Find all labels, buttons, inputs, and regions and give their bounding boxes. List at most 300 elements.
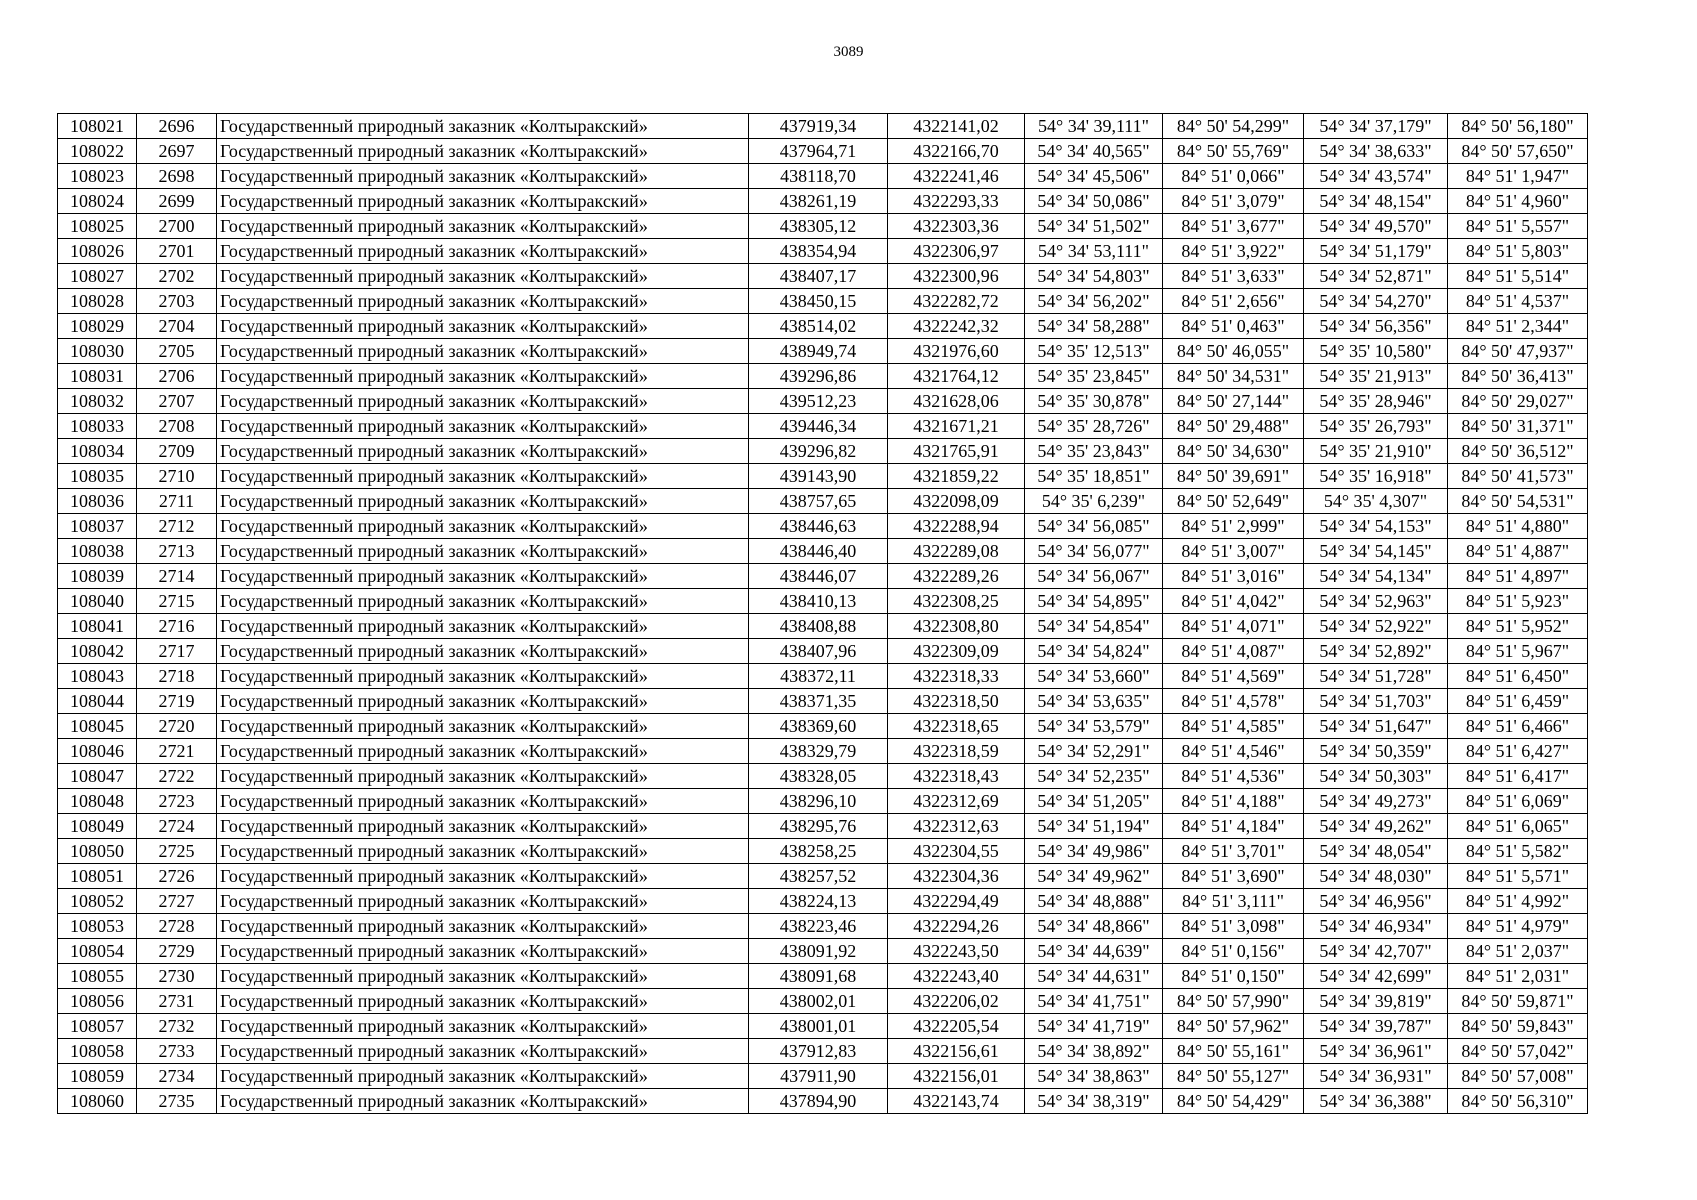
latitude-cell: 54° 34' 41,751"	[1025, 989, 1163, 1014]
table-body	[58, 114, 1588, 1114]
longitude-alt-cell: 84° 51' 5,923"	[1448, 589, 1588, 614]
record-id-cell: 108045	[58, 714, 137, 739]
latitude-cell: 54° 34' 50,086"	[1025, 189, 1163, 214]
longitude-cell: 84° 51' 3,111"	[1163, 889, 1304, 914]
longitude-alt-cell: 84° 51' 4,992"	[1448, 889, 1588, 914]
table-row	[58, 564, 1588, 589]
table-row	[58, 764, 1588, 789]
record-id-cell: 108032	[58, 389, 137, 414]
x-coordinate-cell: 438329,79	[749, 739, 888, 764]
longitude-alt-cell: 84° 51' 5,582"	[1448, 839, 1588, 864]
territory-name-cell: Государственный природный заказник «Колтыракский»	[217, 864, 749, 889]
territory-name-cell: Государственный природный заказник «Колтыракский»	[217, 439, 749, 464]
latitude-cell: 54° 35' 23,845"	[1025, 364, 1163, 389]
y-coordinate-cell: 4322156,61	[888, 1039, 1025, 1064]
record-id-cell: 108023	[58, 164, 137, 189]
longitude-cell: 84° 51' 0,463"	[1163, 314, 1304, 339]
latitude-alt-cell: 54° 34' 46,956"	[1304, 889, 1448, 914]
table-row	[58, 489, 1588, 514]
record-id-cell: 108030	[58, 339, 137, 364]
latitude-cell: 54° 34' 40,565"	[1025, 139, 1163, 164]
territory-name-cell: Государственный природный заказник «Колтыракский»	[217, 764, 749, 789]
latitude-cell: 54° 34' 51,194"	[1025, 814, 1163, 839]
y-coordinate-cell: 4322304,55	[888, 839, 1025, 864]
latitude-alt-cell: 54° 34' 48,054"	[1304, 839, 1448, 864]
x-coordinate-cell: 437964,71	[749, 139, 888, 164]
table-row	[58, 139, 1588, 164]
latitude-alt-cell: 54° 35' 21,913"	[1304, 364, 1448, 389]
longitude-cell: 84° 51' 3,701"	[1163, 839, 1304, 864]
y-coordinate-cell: 4322243,50	[888, 939, 1025, 964]
longitude-alt-cell: 84° 50' 31,371"	[1448, 414, 1588, 439]
latitude-alt-cell: 54° 34' 38,633"	[1304, 139, 1448, 164]
longitude-alt-cell: 84° 50' 59,871"	[1448, 989, 1588, 1014]
latitude-cell: 54° 35' 28,726"	[1025, 414, 1163, 439]
longitude-cell: 84° 50' 57,990"	[1163, 989, 1304, 1014]
longitude-cell: 84° 51' 4,546"	[1163, 739, 1304, 764]
territory-name-cell: Государственный природный заказник «Колтыракский»	[217, 639, 749, 664]
table-row	[58, 1089, 1588, 1114]
table-row	[58, 689, 1588, 714]
table-row	[58, 639, 1588, 664]
point-number-cell: 2714	[137, 564, 217, 589]
x-coordinate-cell: 438261,19	[749, 189, 888, 214]
longitude-cell: 84° 50' 55,769"	[1163, 139, 1304, 164]
point-number-cell: 2700	[137, 214, 217, 239]
point-number-cell: 2726	[137, 864, 217, 889]
point-number-cell: 2727	[137, 889, 217, 914]
longitude-cell: 84° 50' 57,962"	[1163, 1014, 1304, 1039]
territory-name-cell: Государственный природный заказник «Колтыракский»	[217, 714, 749, 739]
longitude-cell: 84° 51' 2,999"	[1163, 514, 1304, 539]
y-coordinate-cell: 4322289,08	[888, 539, 1025, 564]
x-coordinate-cell: 438258,25	[749, 839, 888, 864]
record-id-cell: 108055	[58, 964, 137, 989]
table-row	[58, 364, 1588, 389]
longitude-cell: 84° 51' 4,585"	[1163, 714, 1304, 739]
point-number-cell: 2717	[137, 639, 217, 664]
record-id-cell: 108035	[58, 464, 137, 489]
latitude-cell: 54° 34' 58,288"	[1025, 314, 1163, 339]
territory-name-cell: Государственный природный заказник «Колтыракский»	[217, 189, 749, 214]
longitude-cell: 84° 50' 39,691"	[1163, 464, 1304, 489]
latitude-cell: 54° 34' 48,888"	[1025, 889, 1163, 914]
territory-name-cell: Государственный природный заказник «Колтыракский»	[217, 414, 749, 439]
longitude-cell: 84° 50' 54,299"	[1163, 114, 1304, 139]
longitude-cell: 84° 51' 0,066"	[1163, 164, 1304, 189]
longitude-cell: 84° 51' 3,690"	[1163, 864, 1304, 889]
y-coordinate-cell: 4322143,74	[888, 1089, 1025, 1114]
point-number-cell: 2711	[137, 489, 217, 514]
latitude-alt-cell: 54° 34' 51,728"	[1304, 664, 1448, 689]
x-coordinate-cell: 438223,46	[749, 914, 888, 939]
latitude-alt-cell: 54° 34' 49,273"	[1304, 789, 1448, 814]
x-coordinate-cell: 438091,68	[749, 964, 888, 989]
record-id-cell: 108056	[58, 989, 137, 1014]
latitude-alt-cell: 54° 34' 39,787"	[1304, 1014, 1448, 1039]
latitude-cell: 54° 34' 41,719"	[1025, 1014, 1163, 1039]
latitude-alt-cell: 54° 34' 52,871"	[1304, 264, 1448, 289]
latitude-cell: 54° 34' 45,506"	[1025, 164, 1163, 189]
point-number-cell: 2730	[137, 964, 217, 989]
longitude-alt-cell: 84° 51' 6,450"	[1448, 664, 1588, 689]
latitude-cell: 54° 34' 56,085"	[1025, 514, 1163, 539]
table-row	[58, 214, 1588, 239]
record-id-cell: 108027	[58, 264, 137, 289]
y-coordinate-cell: 4322293,33	[888, 189, 1025, 214]
table-row	[58, 614, 1588, 639]
point-number-cell: 2728	[137, 914, 217, 939]
latitude-cell: 54° 34' 56,202"	[1025, 289, 1163, 314]
longitude-alt-cell: 84° 50' 59,843"	[1448, 1014, 1588, 1039]
record-id-cell: 108026	[58, 239, 137, 264]
record-id-cell: 108025	[58, 214, 137, 239]
latitude-cell: 54° 35' 12,513"	[1025, 339, 1163, 364]
point-number-cell: 2703	[137, 289, 217, 314]
point-number-cell: 2702	[137, 264, 217, 289]
x-coordinate-cell: 438296,10	[749, 789, 888, 814]
longitude-alt-cell: 84° 51' 6,459"	[1448, 689, 1588, 714]
table-row	[58, 389, 1588, 414]
x-coordinate-cell: 439446,34	[749, 414, 888, 439]
territory-name-cell: Государственный природный заказник «Колтыракский»	[217, 1014, 749, 1039]
latitude-alt-cell: 54° 34' 49,262"	[1304, 814, 1448, 839]
latitude-alt-cell: 54° 34' 46,934"	[1304, 914, 1448, 939]
y-coordinate-cell: 4322308,25	[888, 589, 1025, 614]
table-row	[58, 914, 1588, 939]
record-id-cell: 108048	[58, 789, 137, 814]
x-coordinate-cell: 438757,65	[749, 489, 888, 514]
territory-name-cell: Государственный природный заказник «Колтыракский»	[217, 514, 749, 539]
latitude-cell: 54° 34' 48,866"	[1025, 914, 1163, 939]
record-id-cell: 108043	[58, 664, 137, 689]
latitude-alt-cell: 54° 34' 48,154"	[1304, 189, 1448, 214]
x-coordinate-cell: 438305,12	[749, 214, 888, 239]
latitude-alt-cell: 54° 34' 54,134"	[1304, 564, 1448, 589]
territory-name-cell: Государственный природный заказник «Колтыракский»	[217, 689, 749, 714]
record-id-cell: 108037	[58, 514, 137, 539]
territory-name-cell: Государственный природный заказник «Колтыракский»	[217, 939, 749, 964]
table-row	[58, 589, 1588, 614]
longitude-alt-cell: 84° 51' 6,417"	[1448, 764, 1588, 789]
record-id-cell: 108028	[58, 289, 137, 314]
territory-name-cell: Государственный природный заказник «Колтыракский»	[217, 564, 749, 589]
longitude-cell: 84° 51' 0,156"	[1163, 939, 1304, 964]
latitude-alt-cell: 54° 34' 54,145"	[1304, 539, 1448, 564]
latitude-cell: 54° 34' 54,803"	[1025, 264, 1163, 289]
latitude-cell: 54° 34' 52,235"	[1025, 764, 1163, 789]
record-id-cell: 108039	[58, 564, 137, 589]
latitude-cell: 54° 34' 56,077"	[1025, 539, 1163, 564]
record-id-cell: 108036	[58, 489, 137, 514]
page-number: 3089	[833, 44, 864, 60]
y-coordinate-cell: 4322303,36	[888, 214, 1025, 239]
table-row	[58, 714, 1588, 739]
y-coordinate-cell: 4321976,60	[888, 339, 1025, 364]
territory-name-cell: Государственный природный заказник «Колтыракский»	[217, 589, 749, 614]
table-row	[58, 314, 1588, 339]
longitude-alt-cell: 84° 51' 2,031"	[1448, 964, 1588, 989]
table-row	[58, 839, 1588, 864]
point-number-cell: 2719	[137, 689, 217, 714]
territory-name-cell: Государственный природный заказник «Колтыракский»	[217, 314, 749, 339]
longitude-alt-cell: 84° 51' 5,557"	[1448, 214, 1588, 239]
x-coordinate-cell: 438118,70	[749, 164, 888, 189]
latitude-cell: 54° 34' 56,067"	[1025, 564, 1163, 589]
point-number-cell: 2701	[137, 239, 217, 264]
longitude-alt-cell: 84° 51' 2,037"	[1448, 939, 1588, 964]
longitude-cell: 84° 51' 3,079"	[1163, 189, 1304, 214]
latitude-alt-cell: 54° 34' 51,703"	[1304, 689, 1448, 714]
x-coordinate-cell: 438408,88	[749, 614, 888, 639]
longitude-cell: 84° 51' 4,184"	[1163, 814, 1304, 839]
point-number-cell: 2720	[137, 714, 217, 739]
record-id-cell: 108050	[58, 839, 137, 864]
longitude-cell: 84° 51' 4,042"	[1163, 589, 1304, 614]
longitude-cell: 84° 50' 29,488"	[1163, 414, 1304, 439]
x-coordinate-cell: 438949,74	[749, 339, 888, 364]
table-row	[58, 939, 1588, 964]
territory-name-cell: Государственный природный заказник «Колтыракский»	[217, 814, 749, 839]
table-row	[58, 439, 1588, 464]
table-row	[58, 964, 1588, 989]
longitude-cell: 84° 51' 4,578"	[1163, 689, 1304, 714]
table-row	[58, 514, 1588, 539]
x-coordinate-cell: 438371,35	[749, 689, 888, 714]
y-coordinate-cell: 4322304,36	[888, 864, 1025, 889]
point-number-cell: 2718	[137, 664, 217, 689]
latitude-alt-cell: 54° 34' 42,699"	[1304, 964, 1448, 989]
territory-name-cell: Государственный природный заказник «Колтыракский»	[217, 364, 749, 389]
point-number-cell: 2697	[137, 139, 217, 164]
latitude-alt-cell: 54° 34' 50,303"	[1304, 764, 1448, 789]
x-coordinate-cell: 438295,76	[749, 814, 888, 839]
record-id-cell: 108052	[58, 889, 137, 914]
latitude-cell: 54° 34' 53,579"	[1025, 714, 1163, 739]
latitude-alt-cell: 54° 35' 16,918"	[1304, 464, 1448, 489]
longitude-cell: 84° 50' 46,055"	[1163, 339, 1304, 364]
y-coordinate-cell: 4322300,96	[888, 264, 1025, 289]
table-row	[58, 164, 1588, 189]
longitude-alt-cell: 84° 51' 4,887"	[1448, 539, 1588, 564]
point-number-cell: 2733	[137, 1039, 217, 1064]
point-number-cell: 2707	[137, 389, 217, 414]
latitude-cell: 54° 34' 54,895"	[1025, 589, 1163, 614]
x-coordinate-cell: 439143,90	[749, 464, 888, 489]
y-coordinate-cell: 4321859,22	[888, 464, 1025, 489]
longitude-cell: 84° 51' 3,007"	[1163, 539, 1304, 564]
point-number-cell: 2722	[137, 764, 217, 789]
latitude-cell: 54° 34' 49,962"	[1025, 864, 1163, 889]
latitude-alt-cell: 54° 35' 4,307"	[1304, 489, 1448, 514]
longitude-cell: 84° 51' 3,633"	[1163, 264, 1304, 289]
territory-name-cell: Государственный природный заказник «Колтыракский»	[217, 1089, 749, 1114]
latitude-alt-cell: 54° 35' 28,946"	[1304, 389, 1448, 414]
point-number-cell: 2709	[137, 439, 217, 464]
latitude-alt-cell: 54° 34' 56,356"	[1304, 314, 1448, 339]
table-row	[58, 339, 1588, 364]
x-coordinate-cell: 438410,13	[749, 589, 888, 614]
y-coordinate-cell: 4322242,32	[888, 314, 1025, 339]
x-coordinate-cell: 438446,63	[749, 514, 888, 539]
record-id-cell: 108044	[58, 689, 137, 714]
point-number-cell: 2731	[137, 989, 217, 1014]
longitude-alt-cell: 84° 50' 57,008"	[1448, 1064, 1588, 1089]
y-coordinate-cell: 4322308,80	[888, 614, 1025, 639]
latitude-alt-cell: 54° 34' 51,647"	[1304, 714, 1448, 739]
longitude-alt-cell: 84° 50' 36,413"	[1448, 364, 1588, 389]
longitude-cell: 84° 51' 4,087"	[1163, 639, 1304, 664]
longitude-alt-cell: 84° 51' 4,537"	[1448, 289, 1588, 314]
y-coordinate-cell: 4322243,40	[888, 964, 1025, 989]
y-coordinate-cell: 4322318,59	[888, 739, 1025, 764]
x-coordinate-cell: 438091,92	[749, 939, 888, 964]
latitude-cell: 54° 34' 53,660"	[1025, 664, 1163, 689]
territory-name-cell: Государственный природный заказник «Колтыракский»	[217, 539, 749, 564]
point-number-cell: 2713	[137, 539, 217, 564]
latitude-cell: 54° 34' 44,639"	[1025, 939, 1163, 964]
longitude-alt-cell: 84° 50' 57,042"	[1448, 1039, 1588, 1064]
point-number-cell: 2732	[137, 1014, 217, 1039]
territory-name-cell: Государственный природный заказник «Колтыракский»	[217, 389, 749, 414]
table-row	[58, 239, 1588, 264]
y-coordinate-cell: 4322294,26	[888, 914, 1025, 939]
longitude-cell: 84° 51' 4,071"	[1163, 614, 1304, 639]
longitude-alt-cell: 84° 50' 41,573"	[1448, 464, 1588, 489]
latitude-alt-cell: 54° 34' 54,153"	[1304, 514, 1448, 539]
record-id-cell: 108029	[58, 314, 137, 339]
record-id-cell: 108024	[58, 189, 137, 214]
longitude-cell: 84° 51' 3,677"	[1163, 214, 1304, 239]
longitude-alt-cell: 84° 51' 1,947"	[1448, 164, 1588, 189]
x-coordinate-cell: 437919,34	[749, 114, 888, 139]
latitude-cell: 54° 35' 23,843"	[1025, 439, 1163, 464]
latitude-cell: 54° 34' 54,854"	[1025, 614, 1163, 639]
table-row	[58, 814, 1588, 839]
latitude-cell: 54° 34' 38,892"	[1025, 1039, 1163, 1064]
latitude-cell: 54° 34' 51,205"	[1025, 789, 1163, 814]
x-coordinate-cell: 438450,15	[749, 289, 888, 314]
longitude-alt-cell: 84° 51' 4,880"	[1448, 514, 1588, 539]
latitude-cell: 54° 35' 18,851"	[1025, 464, 1163, 489]
latitude-alt-cell: 54° 34' 52,922"	[1304, 614, 1448, 639]
latitude-cell: 54° 34' 38,863"	[1025, 1064, 1163, 1089]
territory-name-cell: Государственный природный заказник «Колтыракский»	[217, 964, 749, 989]
y-coordinate-cell: 4322141,02	[888, 114, 1025, 139]
territory-name-cell: Государственный природный заказник «Колтыракский»	[217, 664, 749, 689]
latitude-alt-cell: 54° 34' 52,963"	[1304, 589, 1448, 614]
territory-name-cell: Государственный природный заказник «Колтыракский»	[217, 139, 749, 164]
latitude-alt-cell: 54° 34' 48,030"	[1304, 864, 1448, 889]
point-number-cell: 2723	[137, 789, 217, 814]
x-coordinate-cell: 438001,01	[749, 1014, 888, 1039]
x-coordinate-cell: 438446,07	[749, 564, 888, 589]
y-coordinate-cell: 4322166,70	[888, 139, 1025, 164]
longitude-cell: 84° 50' 55,127"	[1163, 1064, 1304, 1089]
point-number-cell: 2725	[137, 839, 217, 864]
point-number-cell: 2706	[137, 364, 217, 389]
y-coordinate-cell: 4321765,91	[888, 439, 1025, 464]
record-id-cell: 108057	[58, 1014, 137, 1039]
territory-name-cell: Государственный природный заказник «Колтыракский»	[217, 789, 749, 814]
longitude-alt-cell: 84° 51' 6,427"	[1448, 739, 1588, 764]
x-coordinate-cell: 438446,40	[749, 539, 888, 564]
x-coordinate-cell: 439296,82	[749, 439, 888, 464]
coordinates-table	[57, 113, 1588, 1114]
table-row	[58, 739, 1588, 764]
territory-name-cell: Государственный природный заказник «Колтыракский»	[217, 289, 749, 314]
longitude-cell: 84° 50' 55,161"	[1163, 1039, 1304, 1064]
table-row	[58, 789, 1588, 814]
record-id-cell: 108053	[58, 914, 137, 939]
table-row	[58, 664, 1588, 689]
latitude-alt-cell: 54° 34' 36,931"	[1304, 1064, 1448, 1089]
table-row	[58, 464, 1588, 489]
territory-name-cell: Государственный природный заказник «Колтыракский»	[217, 989, 749, 1014]
latitude-cell: 54° 34' 52,291"	[1025, 739, 1163, 764]
territory-name-cell: Государственный природный заказник «Колтыракский»	[217, 614, 749, 639]
y-coordinate-cell: 4321764,12	[888, 364, 1025, 389]
longitude-alt-cell: 84° 51' 4,960"	[1448, 189, 1588, 214]
longitude-alt-cell: 84° 51' 5,514"	[1448, 264, 1588, 289]
table-row	[58, 889, 1588, 914]
record-id-cell: 108038	[58, 539, 137, 564]
latitude-alt-cell: 54° 34' 50,359"	[1304, 739, 1448, 764]
territory-name-cell: Государственный природный заказник «Колтыракский»	[217, 489, 749, 514]
latitude-alt-cell: 54° 34' 49,570"	[1304, 214, 1448, 239]
latitude-cell: 54° 34' 54,824"	[1025, 639, 1163, 664]
latitude-alt-cell: 54° 34' 43,574"	[1304, 164, 1448, 189]
longitude-alt-cell: 84° 50' 47,937"	[1448, 339, 1588, 364]
longitude-alt-cell: 84° 51' 4,897"	[1448, 564, 1588, 589]
latitude-alt-cell: 54° 34' 39,819"	[1304, 989, 1448, 1014]
longitude-cell: 84° 51' 3,098"	[1163, 914, 1304, 939]
y-coordinate-cell: 4322289,26	[888, 564, 1025, 589]
latitude-alt-cell: 54° 35' 26,793"	[1304, 414, 1448, 439]
x-coordinate-cell: 438369,60	[749, 714, 888, 739]
record-id-cell: 108059	[58, 1064, 137, 1089]
record-id-cell: 108042	[58, 639, 137, 664]
table-row	[58, 289, 1588, 314]
latitude-cell: 54° 34' 44,631"	[1025, 964, 1163, 989]
table-row	[58, 864, 1588, 889]
record-id-cell: 108046	[58, 739, 137, 764]
record-id-cell: 108060	[58, 1089, 137, 1114]
longitude-cell: 84° 51' 4,188"	[1163, 789, 1304, 814]
latitude-cell: 54° 35' 6,239"	[1025, 489, 1163, 514]
point-number-cell: 2696	[137, 114, 217, 139]
table-row	[58, 989, 1588, 1014]
territory-name-cell: Государственный природный заказник «Колтыракский»	[217, 239, 749, 264]
longitude-alt-cell: 84° 50' 54,531"	[1448, 489, 1588, 514]
longitude-alt-cell: 84° 51' 4,979"	[1448, 914, 1588, 939]
x-coordinate-cell: 438407,17	[749, 264, 888, 289]
record-id-cell: 108031	[58, 364, 137, 389]
longitude-alt-cell: 84° 50' 57,650"	[1448, 139, 1588, 164]
table-row	[58, 114, 1588, 139]
x-coordinate-cell: 437911,90	[749, 1064, 888, 1089]
record-id-cell: 108058	[58, 1039, 137, 1064]
record-id-cell: 108022	[58, 139, 137, 164]
y-coordinate-cell: 4322318,50	[888, 689, 1025, 714]
latitude-alt-cell: 54° 34' 36,388"	[1304, 1089, 1448, 1114]
point-number-cell: 2708	[137, 414, 217, 439]
longitude-alt-cell: 84° 50' 56,310"	[1448, 1089, 1588, 1114]
record-id-cell: 108033	[58, 414, 137, 439]
x-coordinate-cell: 439512,23	[749, 389, 888, 414]
latitude-cell: 54° 34' 51,502"	[1025, 214, 1163, 239]
y-coordinate-cell: 4322241,46	[888, 164, 1025, 189]
